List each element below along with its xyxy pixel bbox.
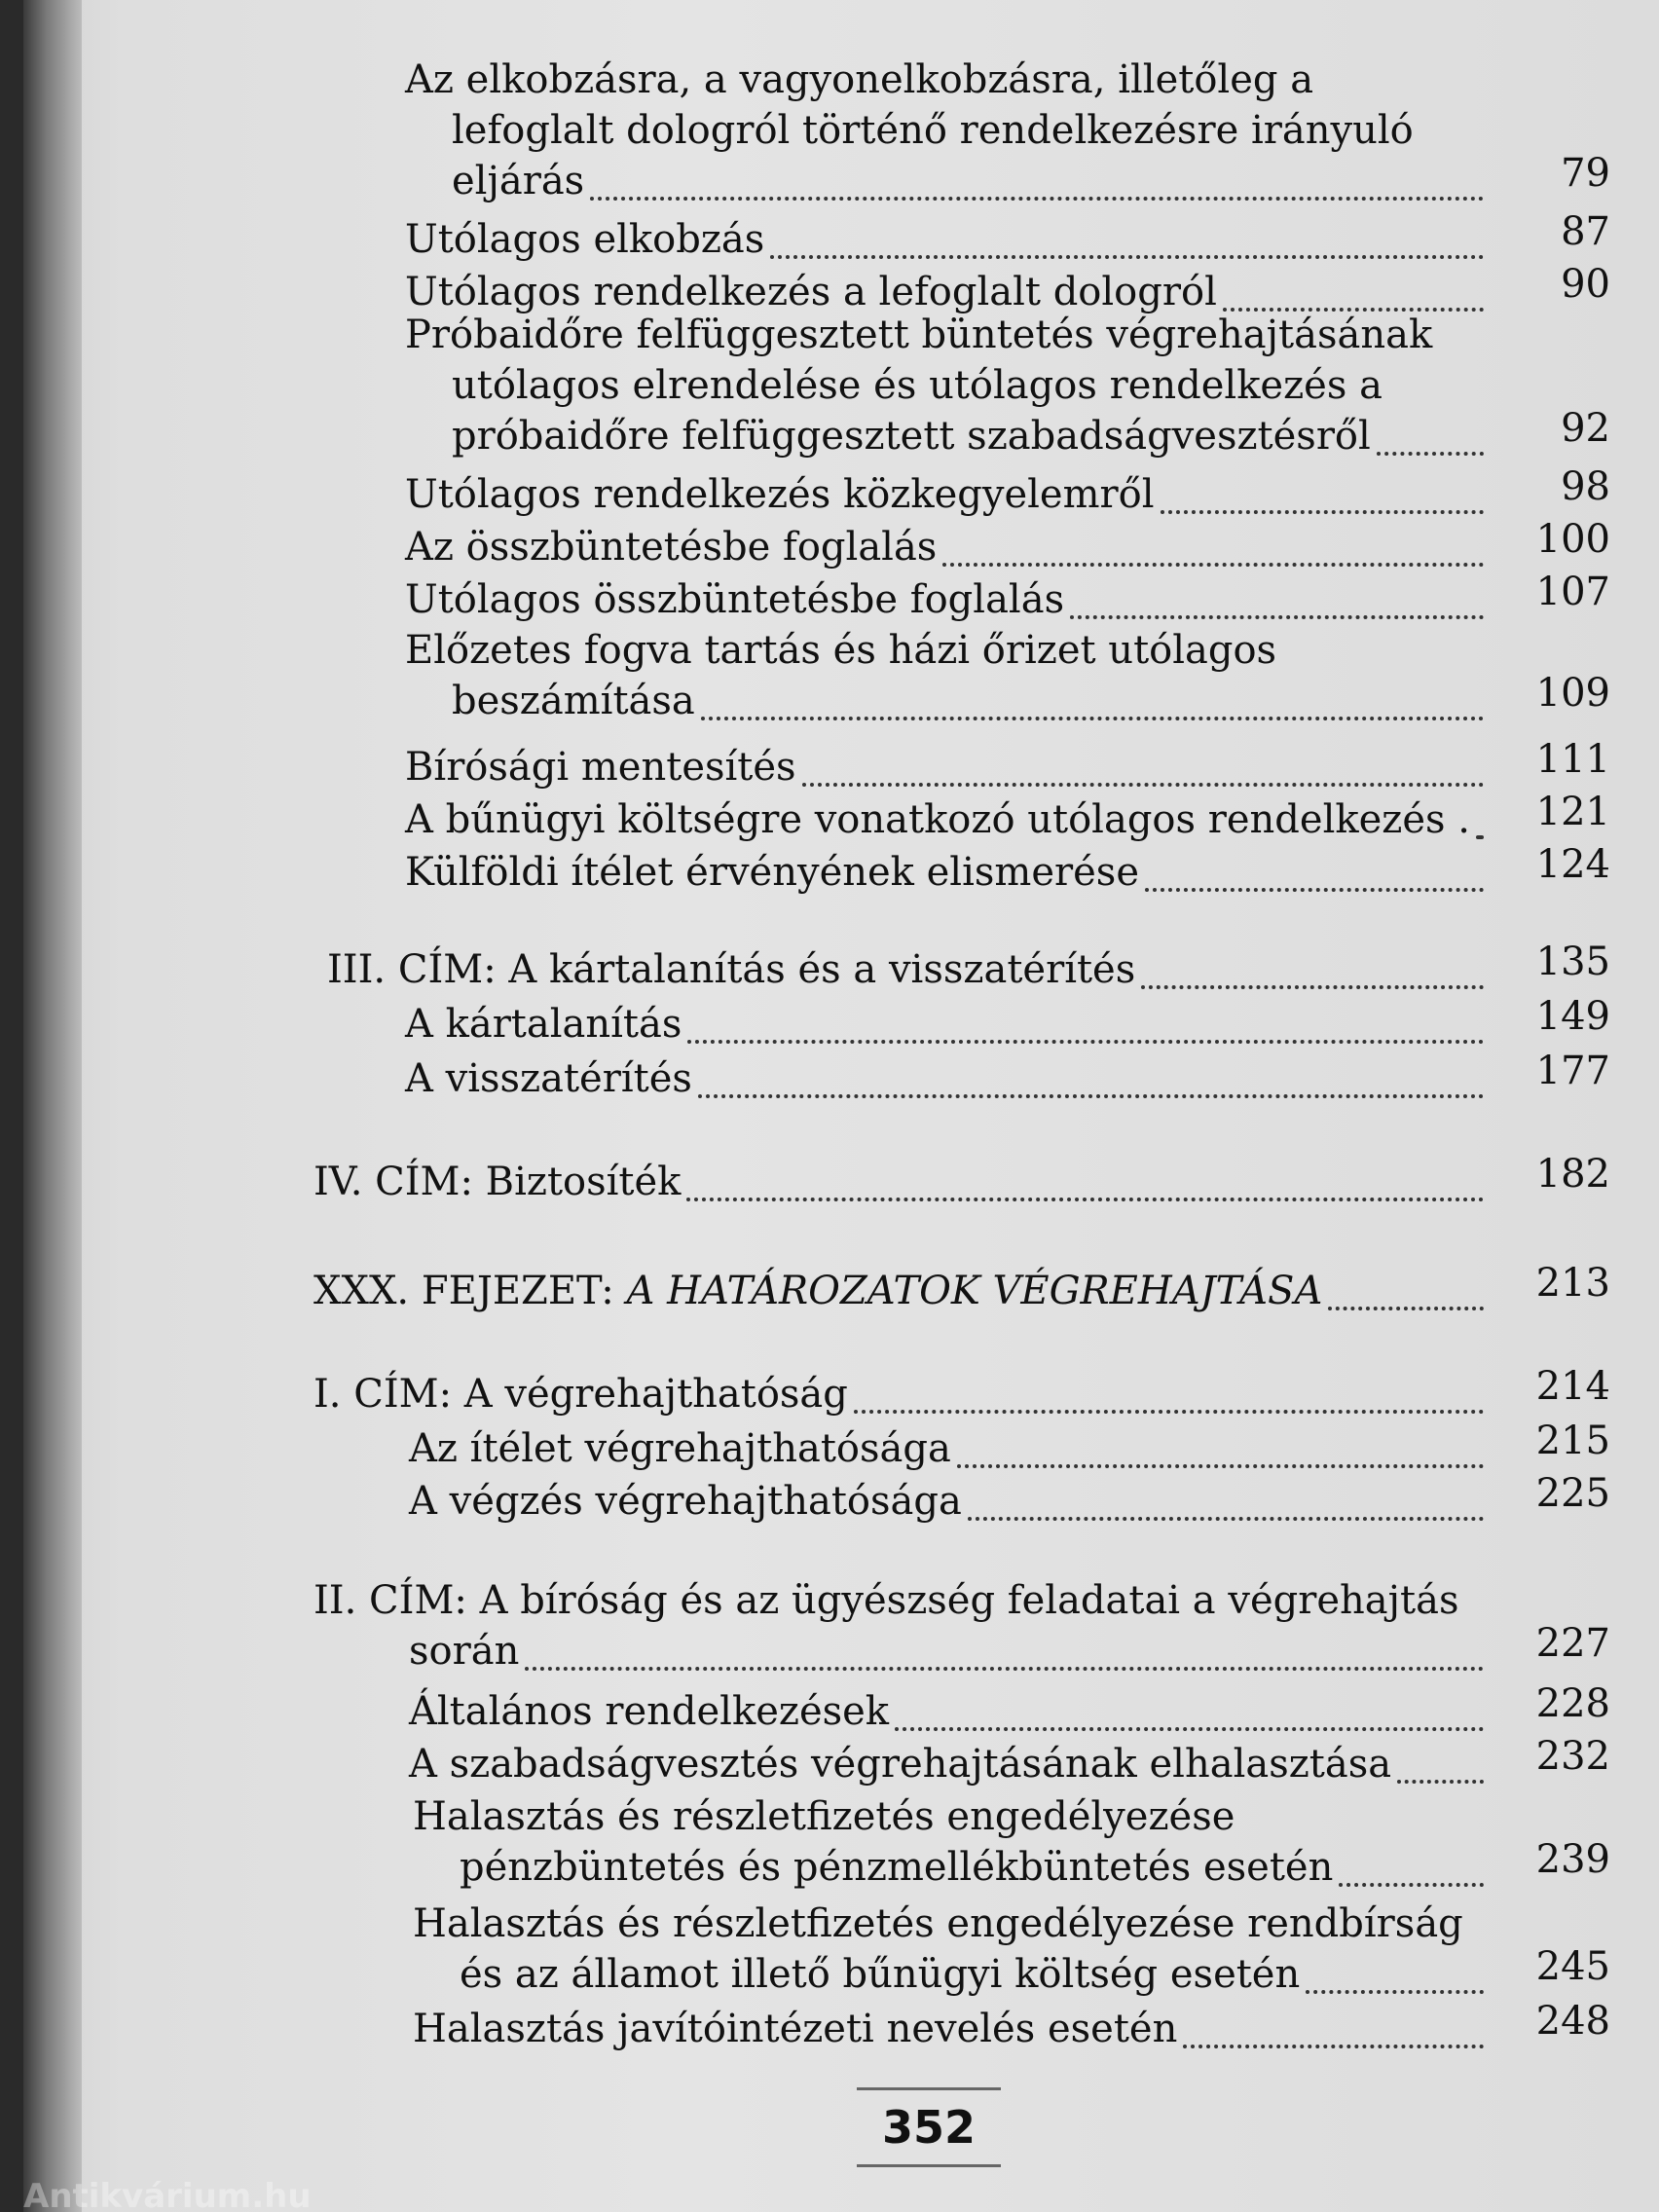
toc-entry-text: eljárás (452, 159, 585, 203)
toc-leader-dots (1183, 2006, 1484, 2048)
toc-entry-text: Az összbüntetésbe foglalás (405, 525, 938, 570)
toc-page-number: 182 (1535, 1152, 1610, 1197)
table-of-contents (23, 0, 1659, 2212)
toc-entry-text: Külföldi ítélet érvényének elismerése (405, 850, 1140, 895)
toc-entry-text: Utólagos összbüntetésbe foglalás (405, 577, 1065, 622)
toc-leader-dots (942, 524, 1484, 567)
toc-entry-text: A szabadságvesztés végrehajtásának elhalasztása (409, 1742, 1392, 1787)
toc-page-number: 79 (1561, 151, 1610, 196)
toc-entry-text: során (409, 1629, 520, 1674)
toc-entry-text: Próbaidőre felfüggesztett büntetés végrehajtásának (405, 313, 1433, 357)
toc-leader-dots (698, 1055, 1484, 1098)
toc-page-number: 111 (1535, 737, 1610, 782)
toc-leader-dots (802, 744, 1484, 787)
toc-leader-dots (686, 1159, 1484, 1201)
toc-entry-text: I. CÍM: A végrehajthatóság (313, 1372, 848, 1417)
toc-entry-text: A végzés végrehajthatósága (409, 1479, 962, 1524)
toc-entry-text: A visszatérítés (405, 1056, 692, 1101)
toc-page-number: 245 (1535, 1944, 1610, 1989)
toc-leader-dots (968, 1478, 1484, 1521)
toc-entry-text: Halasztás és részletfizetés engedélyezése (413, 1794, 1235, 1839)
toc-page-number: 149 (1535, 994, 1610, 1039)
toc-entry-text: III. CÍM: A kártalanítás és a visszatérítés (327, 947, 1136, 992)
toc-entry-text: II. CÍM: A bíróság és az ügyészség feladatai a végrehajtás (313, 1578, 1459, 1623)
toc-leader-dots (895, 1688, 1484, 1731)
toc-page-number: 177 (1535, 1049, 1610, 1093)
toc-entry-text: A bűnügyi költségre vonatkozó utólagos rendelkezés . (405, 797, 1470, 842)
toc-entry-text: IV. CÍM: Biztosíték (313, 1160, 682, 1204)
toc-leader-dots (1145, 849, 1484, 892)
page-number: 352 (857, 2087, 1001, 2167)
toc-leader-dots (854, 1371, 1484, 1414)
toc-page-number: 90 (1561, 262, 1610, 307)
toc-entry-text: Az ítélet végrehajthatósága (409, 1426, 951, 1471)
toc-entry-text: Halasztás javítóintézeti nevelés esetén (413, 2007, 1178, 2051)
toc-entry-italic-text: A HATÁROZATOK VÉGREHAJTÁSA (626, 1269, 1323, 1313)
toc-leader-dots (1476, 796, 1484, 839)
toc-page-number: 213 (1535, 1261, 1610, 1306)
toc-leader-dots (1377, 413, 1484, 456)
toc-entry-text: A kártalanítás (405, 1002, 682, 1047)
toc-entry-text: utólagos elrendelése és utólagos rendelkezés a (452, 363, 1382, 408)
toc-leader-dots (1070, 576, 1484, 619)
toc-entry-text: Utólagos elkobzás (405, 217, 765, 262)
toc-leader-dots (1328, 1268, 1484, 1310)
toc-page-number: 215 (1535, 1419, 1610, 1463)
toc-page-number: 214 (1535, 1364, 1610, 1409)
toc-entry-text: pénzbüntetés és pénzmellékbüntetés esetén (460, 1845, 1334, 1890)
toc-leader-dots (1306, 1951, 1484, 1994)
toc-page-number: 227 (1535, 1621, 1610, 1666)
toc-leader-dots (957, 1425, 1484, 1468)
document-page (23, 0, 1659, 2212)
toc-entry-text: beszámítása (452, 679, 695, 723)
toc-page-number: 100 (1535, 517, 1610, 562)
toc-leader-dots (770, 216, 1484, 259)
toc-page-number: 232 (1535, 1734, 1610, 1779)
toc-leader-dots (590, 158, 1484, 201)
toc-entry-text: próbaidőre felfüggesztett szabadságvesztésről (452, 414, 1371, 459)
toc-page-number: 239 (1535, 1837, 1610, 1882)
toc-leader-dots (687, 1001, 1484, 1044)
toc-entry-text: Bírósági mentesítés (405, 745, 796, 790)
watermark: Antikvárium.hu (23, 2177, 312, 2212)
toc-page-number: 121 (1535, 790, 1610, 834)
toc-entry-text: Előzetes fogva tartás és házi őrizet utólagos (405, 628, 1277, 673)
toc-entry-text: Az elkobzásra, a vagyonelkobzásra, illetőleg a (405, 57, 1314, 102)
toc-leader-dots (1339, 1844, 1484, 1887)
toc-entry-text: és az államot illető bűnügyi költség esetén (460, 1952, 1301, 1997)
toc-entry-text: lefoglalt dologról történő rendelkezésre irányuló (452, 108, 1414, 153)
toc-page-number: 87 (1561, 209, 1610, 254)
toc-page-number: 98 (1561, 464, 1610, 509)
toc-leader-dots (525, 1628, 1484, 1671)
toc-leader-dots (1141, 946, 1484, 989)
toc-page-number: 228 (1535, 1681, 1610, 1726)
toc-entry-text: Általános rendelkezések (409, 1689, 890, 1734)
toc-entry-text: Utólagos rendelkezés közkegyelemről (405, 472, 1155, 517)
toc-page-number: 248 (1535, 1999, 1610, 2044)
toc-page-number: 107 (1535, 570, 1610, 614)
toc-entry-text: Halasztás és részletfizetés engedélyezése rendbírság (413, 1901, 1463, 1946)
toc-page-number: 92 (1561, 406, 1610, 451)
toc-entry-text: XXX. FEJEZET: A HATÁROZATOK VÉGREHAJTÁSA (313, 1269, 1323, 1313)
toc-leader-dots (1223, 269, 1484, 312)
toc-leader-dots (1397, 1741, 1484, 1784)
toc-entry-text: Utólagos rendelkezés a lefoglalt dologról (405, 270, 1217, 314)
toc-leader-dots (1161, 471, 1484, 514)
toc-page-number: 225 (1535, 1471, 1610, 1516)
toc-page-number: 135 (1535, 940, 1610, 984)
toc-page-number: 109 (1535, 671, 1610, 716)
toc-leader-dots (701, 678, 1484, 720)
toc-page-number: 124 (1535, 842, 1610, 887)
